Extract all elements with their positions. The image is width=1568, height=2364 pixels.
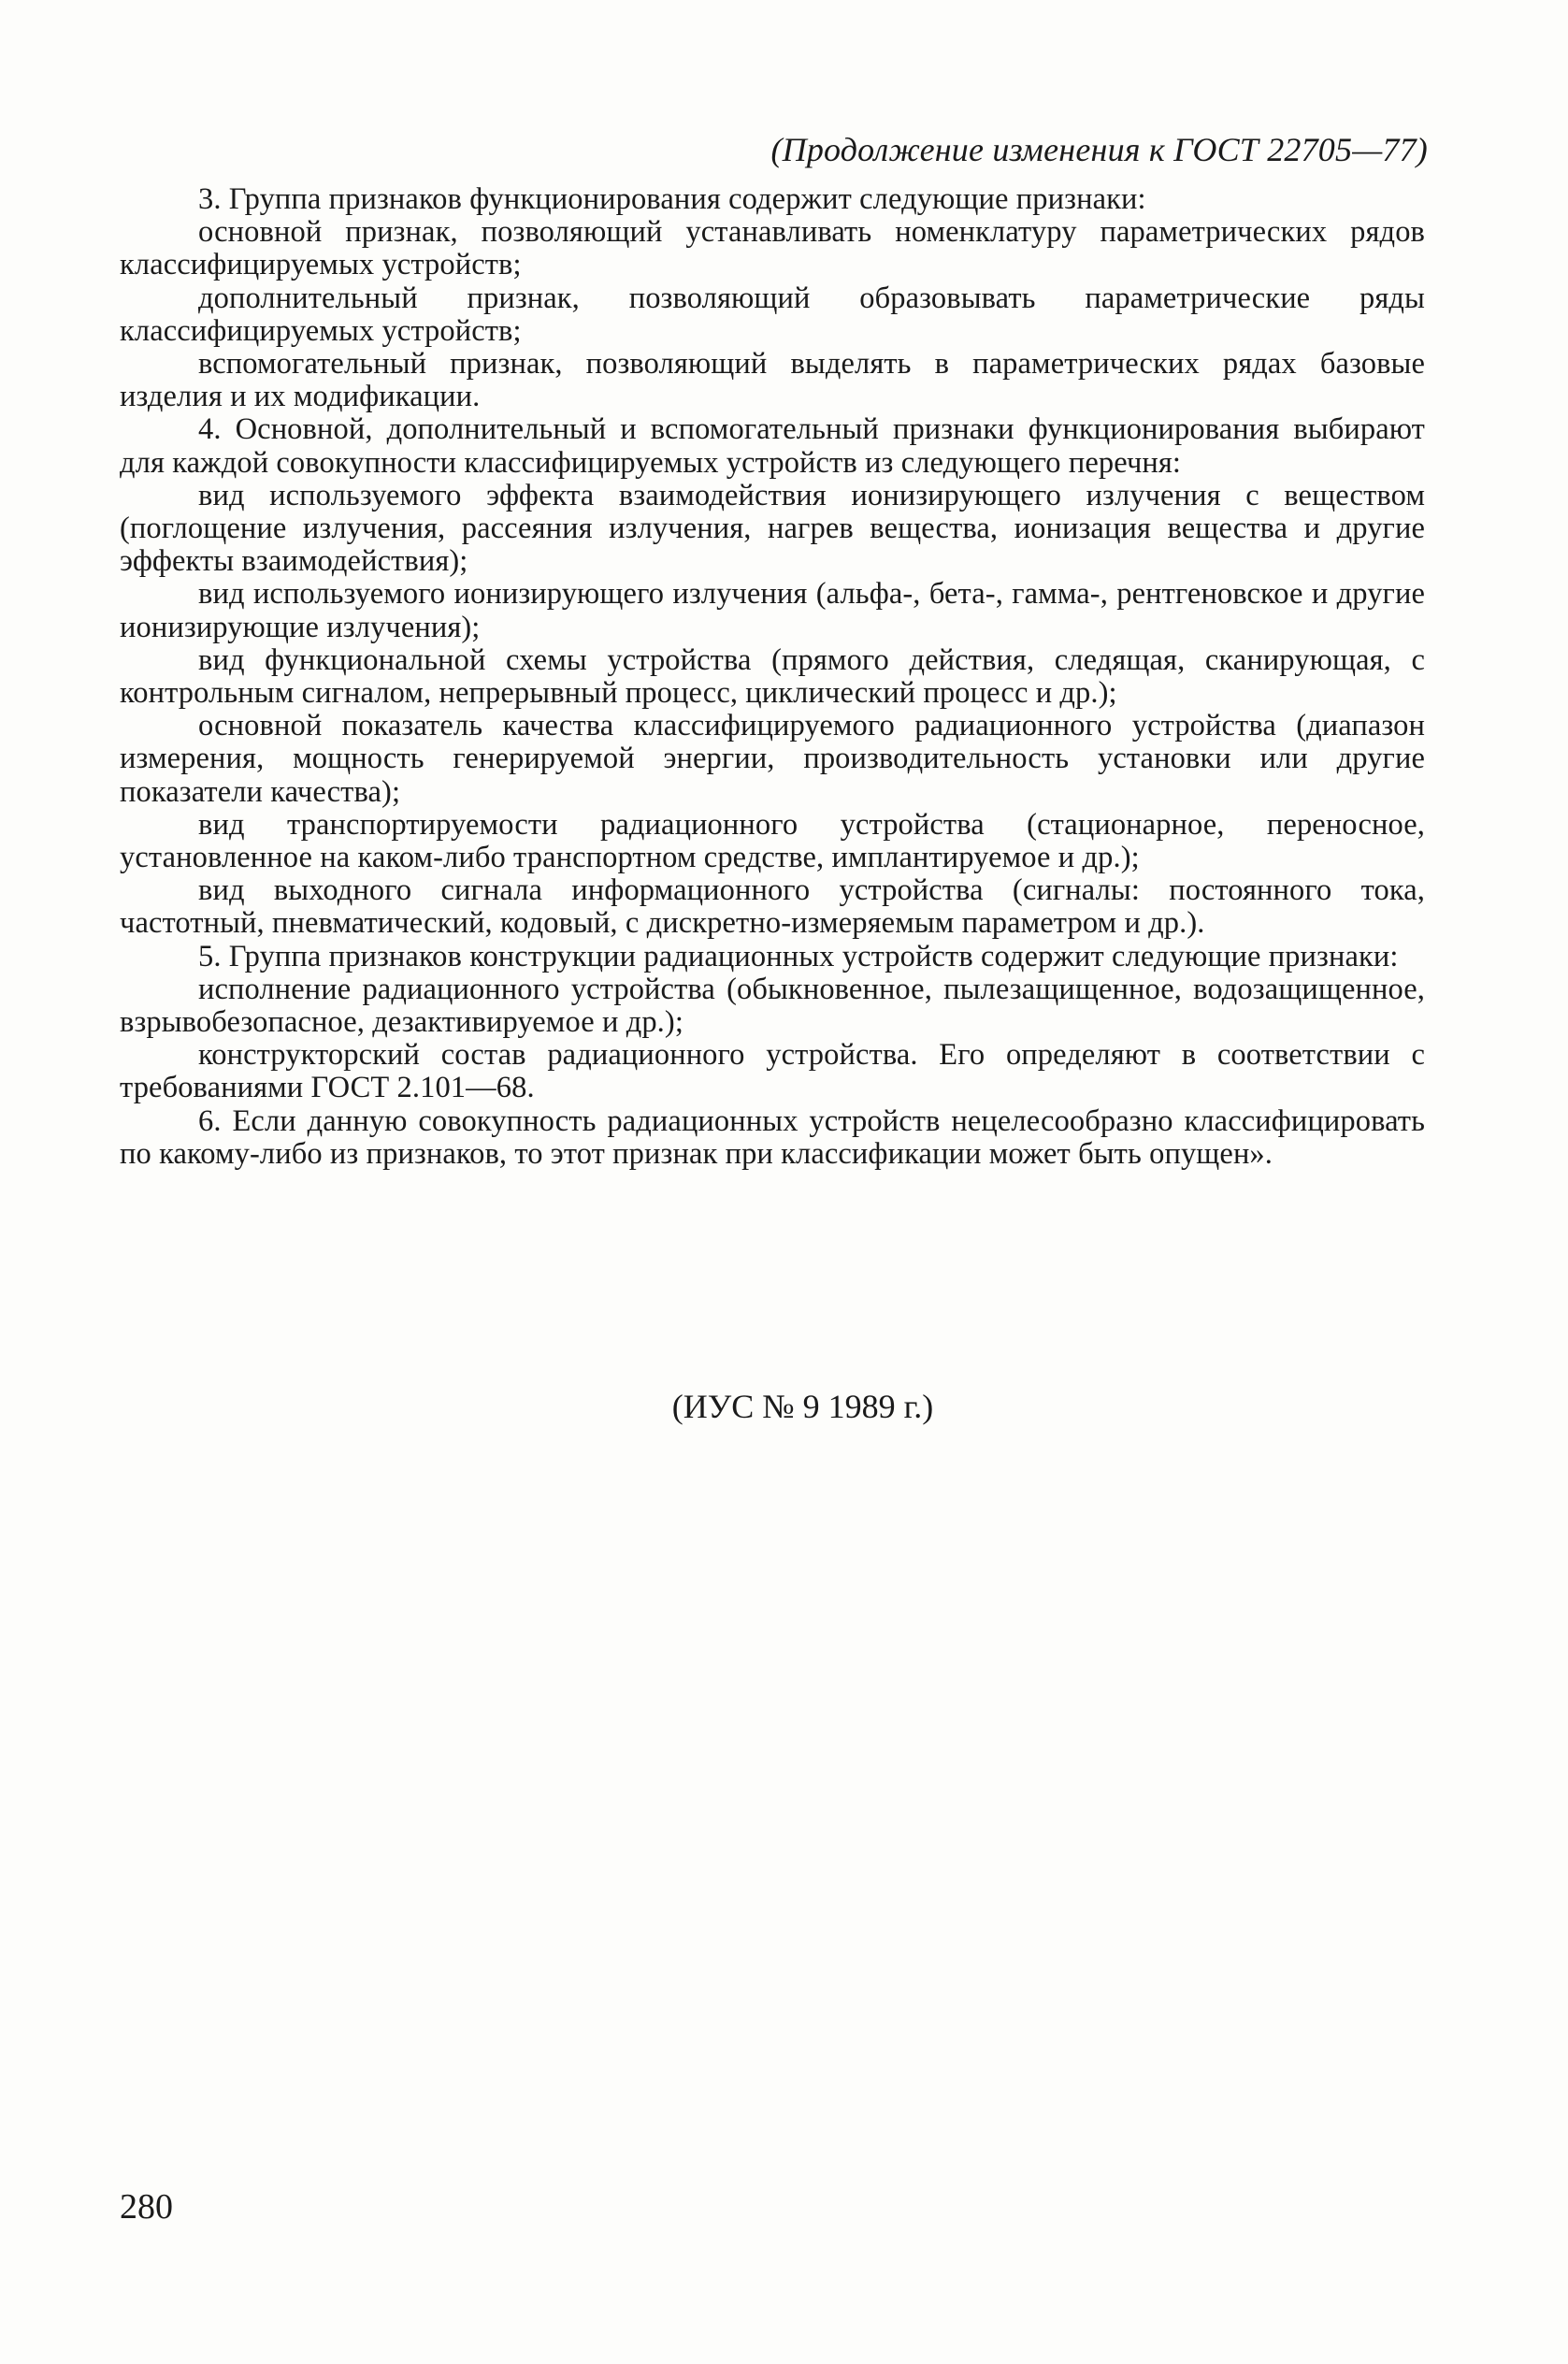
paragraph: вид используемого ионизирующего излучения (альфа-, бета-, гамма-, рентгеновское и другие ионизирующие излучения);	[120, 577, 1425, 644]
paragraph: основной признак, позволяющий устанавливать номенклатуру параметрических рядов классифицируемых устройств;	[120, 215, 1425, 282]
paragraph: вид транспортируемости радиационного устройства (стационарное, переносное, установленное на каком-либо транспортном средстве, имплантируемое и др.);	[120, 807, 1425, 875]
paragraph: исполнение радиационного устройства (обыкновенное, пылезащищенное, водозащищенное, взрывобезопасное, дезактивируемое и др.);	[120, 972, 1425, 1040]
paragraph: конструкторский состав радиационного устройства. Его определяют в соответствии с требованиями ГОСТ 2.101—68.	[120, 1038, 1425, 1105]
source-note: (ИУС № 9 1989 г.)	[671, 1388, 934, 1425]
paragraph: основной показатель качества классифицируемого радиационного устройства (диапазон измерения, мощность генерируемой энергии, производительность установки или другие показатели качества);	[120, 709, 1425, 809]
continuation-header: (Продолжение изменения к ГОСТ 22705—77)	[770, 131, 1428, 168]
paragraph: вид используемого эффекта взаимодействия ионизирующего излучения с веществом (поглощение излучения, рассеяния излучения, нагрев вещества, ионизация вещества и другие эффекты взаимодействия);	[120, 478, 1425, 579]
page-number: 280	[120, 2187, 173, 2227]
paragraph: 6. Если данную совокупность радиационных устройств нецелесообразно классифицировать по какому-либо из признаков, то этот признак при классификации может быть опущен».	[120, 1103, 1425, 1171]
paragraph: вид функциональной схемы устройства (прямого действия, следящая, сканирующая, с контрольным сигналом, непрерывный процесс, циклический процесс и др.);	[120, 642, 1425, 711]
paragraph: дополнительный признак, позволяющий образовывать параметрические ряды классифицируемых устройств;	[120, 281, 1425, 348]
paragraph: 5. Группа признаков конструкции радиационных устройств содержит следующие признаки:	[198, 939, 1399, 973]
paragraph: 4. Основной, дополнительный и вспомогательный признаки функционирования выбирают для каждой совокупности классифицируемых устройств из следующего перечня:	[120, 412, 1425, 480]
paragraph: 3. Группа признаков функционирования содержит следующие признаки:	[198, 182, 1146, 216]
paragraph: вид выходного сигнала информационного устройства (сигналы: постоянного тока, частотный, пневматический, кодовый, с дискретно-измеряемым параметром и др.).	[120, 873, 1425, 941]
body-text	[120, 183, 1425, 1171]
paragraph: вспомогательный признак, позволяющий выделять в параметрических рядах базовые изделия и их модификации.	[120, 347, 1425, 414]
